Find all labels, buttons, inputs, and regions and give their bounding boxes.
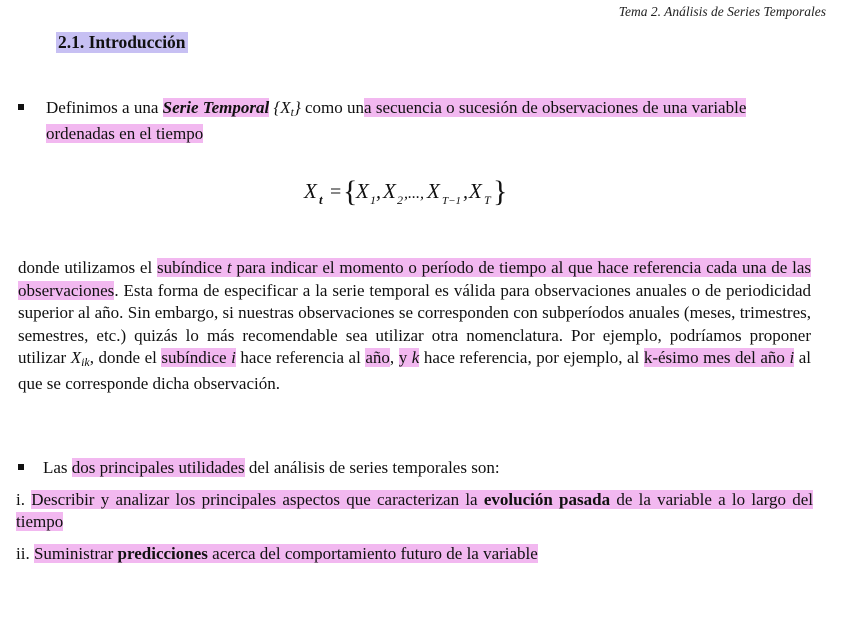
highlight-dos-utilidades: dos principales utilidades [71, 458, 245, 477]
bullet-marker [18, 464, 24, 470]
formula-x1: X [356, 179, 369, 203]
svg-text:,: , [376, 181, 381, 203]
formula-x4-sub: T [484, 193, 491, 207]
item-highlight: Describir y analizar los principales aspectos que caracterizan la evolución pasada de la variable a lo largo del tiempo [16, 490, 813, 531]
formula-svg [300, 172, 530, 212]
symbol-xik: $X_{ik}$ [70, 348, 90, 369]
formula-x1-sub: 1 [370, 193, 376, 207]
bullet-utilidades [18, 457, 813, 479]
highlight-subindice-i: subíndice i [161, 348, 236, 367]
formula-dots: ,..., [404, 185, 424, 202]
formula-x2-sub: 2 [397, 193, 403, 207]
formula-right-brace: } [493, 175, 508, 208]
bullet-definition-text [46, 97, 813, 145]
formula-equals: = [330, 181, 342, 203]
text-run: Definimos a una [46, 98, 163, 117]
item-number: ii. [16, 544, 34, 563]
bullet-definition [18, 97, 813, 145]
highlight-subindice-t: subíndice t para indicar el momento o período de tiempo al que hace referencia cada una de las observaciones [18, 258, 812, 300]
list-item-describir [16, 489, 813, 533]
formula-lhs-sub: t [319, 192, 323, 207]
bullet-utilidades-text: Las dos principales utilidades del análisis de series temporales son: [43, 458, 500, 477]
highlight-y-k: y k [398, 348, 420, 367]
running-header: Tema 2. Análisis de Series Temporales [618, 4, 826, 19]
text-run: como un [300, 98, 365, 117]
list-item-suministrar [16, 543, 813, 565]
term-serie-temporal: Serie Temporal [162, 98, 270, 117]
highlight-k-esimo: k-ésimo mes del año i [643, 348, 795, 367]
item-number: i. [16, 490, 32, 509]
formula-left-brace: { [343, 175, 358, 208]
bullet-marker [18, 104, 24, 110]
highlight-ano: año [365, 348, 390, 367]
definition-highlight: a secuencia o sucesión de observaciones de una variable ordenadas en el tiempo [46, 98, 747, 143]
formula-x3: X [427, 179, 440, 203]
body-paragraph: donde utilizamos el subíndice t para indicar el momento o período de tiempo al que hace referencia cada una de las observaciones. Esta forma de especificar a la serie temporal es válida para observaciones anuales o de periodicidad superior al año. Sin embargo, si nuestras observaciones se corresponden con subperíodos anuales (meses, trimestres, semestres, etc.) quizás lo más recomendable sea utilizar otra nomenclatura. Por ejemplo, podríamos proponer utilizar $X_{ik}$, donde el subíndice i hace referencia al año, y k hace referencia, por ejemplo, al k-ésimo mes del año i al que se corresponde dicha observación. [18, 258, 812, 394]
formula-lhs: X [304, 179, 317, 203]
formula-x3-sub: T−1 [442, 195, 462, 207]
formula-x4: X [469, 179, 482, 203]
formula-series [300, 172, 530, 212]
svg-text:,: , [463, 181, 468, 203]
formula-x2: X [383, 179, 396, 203]
item-highlight: Suministrar predicciones acerca del comportamiento futuro de la variable [33, 544, 538, 563]
symbol-xt: $\{X_t\}$ [269, 98, 301, 119]
section-title: 2.1. Introducción [58, 32, 186, 52]
